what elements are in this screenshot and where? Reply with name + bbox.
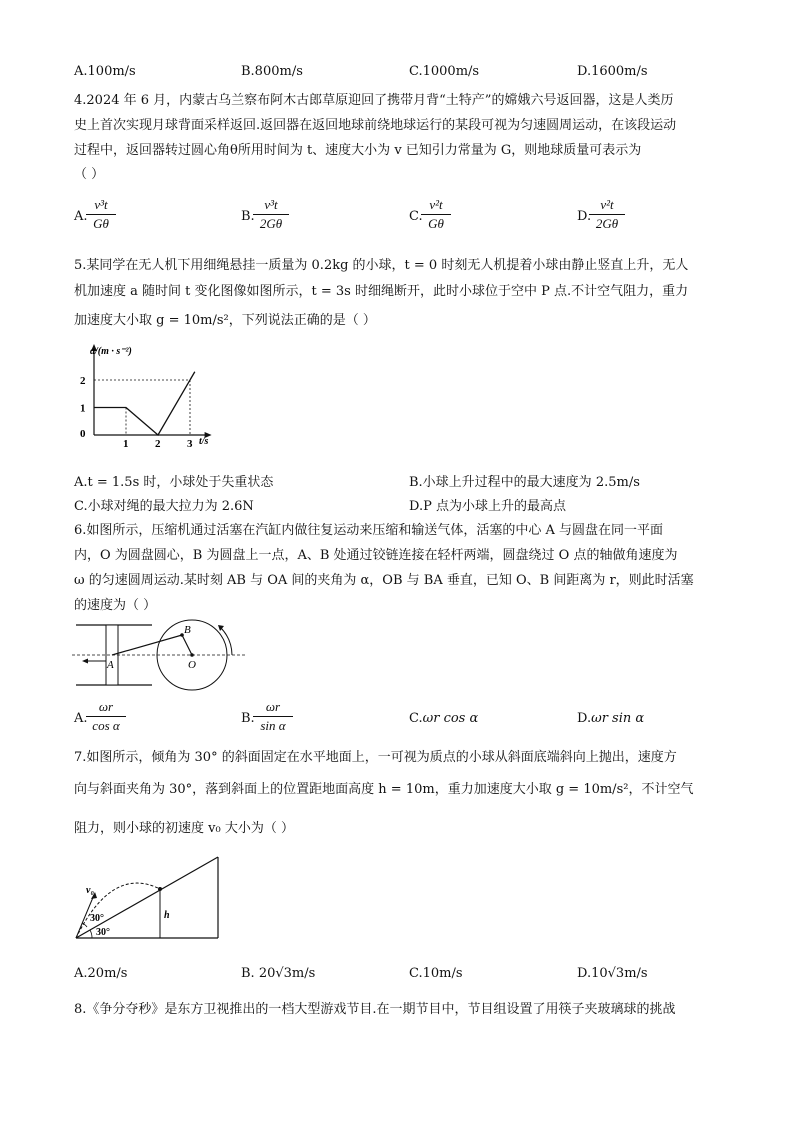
q6-option-c-label: C. (409, 711, 423, 726)
q4-option-b-denominator: 2Gθ (259, 216, 283, 231)
point-o (190, 653, 194, 657)
q6-line-1: 6.如图所示，压缩机通过活塞在汽缸内做往复运动来压缩和输送气体，活塞的中心 A 与圆盘在同一平面 (74, 523, 664, 538)
q4-line-3: 过程中，返回器转过圆心角θ所用时间为 t、速度大小为 v 已知引力常量为 G，则地球质量可表示为 (74, 143, 642, 158)
q6-option-a-numerator: ωr (98, 699, 114, 714)
label-angle-velocity: 30° (90, 913, 104, 924)
q4-option-a-denominator: Gθ (93, 216, 109, 231)
q5-series-line (94, 380, 190, 435)
label-o: O (188, 659, 196, 671)
q6-line-2: 内，O 为圆盘圆心，B 为圆盘上一点，A、B 处通过铰链连接在轻杆两端，圆盘绕过 O 点的轴做角速度为 (74, 548, 678, 563)
label-angle-incline: 30° (96, 927, 110, 938)
q6-option-b-numerator: ωr (265, 699, 281, 714)
incline-surface (76, 857, 218, 938)
q4-option-d-fraction (589, 197, 625, 232)
q4-option-c-label: C. (409, 209, 423, 224)
q5-series-extension (190, 372, 195, 380)
segment-ob (182, 635, 192, 655)
label-v0: v₀ (86, 885, 94, 896)
label-h: h (164, 910, 170, 921)
q4-option-b-fraction (253, 197, 289, 232)
q7-option-c: C.10m/s (409, 966, 463, 981)
q3-option-b: B.800m/s (241, 64, 303, 79)
q7-option-d: D.10√3m/s (577, 966, 648, 981)
q5-axes (91, 344, 212, 438)
q4-option-b-numerator: v³t (264, 197, 278, 212)
q8-line-1: 8.《争分夺秒》是东方卫视推出的一档大型游戏节目.在一期节目中，节目组设置了用筷子夹玻璃球的挑战 (74, 1002, 676, 1017)
velocity-arrowhead (82, 659, 88, 664)
q6-option-a-label: A. (74, 711, 88, 726)
q7-incline-figure (72, 845, 222, 945)
q4-option-d-denominator: 2Gθ (595, 216, 619, 231)
q4-option-a-numerator: v³t (94, 197, 108, 212)
q7-line-1: 7.如图所示，倾角为 30° 的斜面固定在水平地面上，一可视为质点的小球从斜面底端斜向上抛出，速度方 (74, 750, 677, 765)
q4-option-c-fraction (421, 197, 451, 232)
q3-option-c: C.1000m/s (409, 64, 480, 79)
q7-option-a: A.20m/s (74, 966, 128, 981)
q6-option-d (577, 711, 644, 726)
q4-line-1: 4.2024 年 6 月，内蒙古乌兰察布阿木古郎草原迎回了携带月背“土特产”的嫦娥六号返回器，这是人类历 (74, 93, 674, 108)
q4-option-a-label: A. (74, 209, 88, 224)
q6-line-4: 的速度为（ ） (74, 598, 157, 613)
q4-option-d-numerator: v²t (600, 197, 614, 212)
q5-series (94, 372, 195, 435)
q3-option-d: D.1600m/s (577, 64, 648, 79)
q4-line-4: （ ） (74, 167, 105, 182)
q5-tick-labels (80, 375, 193, 450)
q6-option-b-fraction (253, 699, 293, 734)
label-a: A (107, 659, 114, 671)
q7-line-3: 阻力，则小球的初速度 v₀ 大小为（ ） (74, 821, 294, 836)
q5-option-c: C.小球对绳的最大拉力为 2.6N (74, 499, 254, 514)
q5-x-tick-label-1: 1 (123, 438, 129, 450)
q4-option-b-label: B. (241, 209, 255, 224)
q6-option-a-denominator: cos α (92, 718, 120, 733)
q4-line-2: 史上首次实现月球背面采样返回.返回器在返回地球前绕地球运行的某段可视为匀速圆周运动，在该段运动 (74, 118, 677, 133)
q5-y-tick-label-2: 2 (80, 375, 86, 387)
q3-option-a: A.100m/s (74, 64, 136, 79)
q5-line-1: 5.某同学在无人机下用细绳悬挂一质量为 0.2kg 的小球，t = 0 时刻无人机提着小球由静止竖直上升，无人 (74, 258, 689, 273)
q5-line-2: 机加速度 a 随时间 t 变化图像如图所示，t = 3s 时细绳断开，此时小球位于空中 P 点.不计空气阻力，重力 (74, 284, 689, 299)
angle-arc-incline (90, 930, 92, 938)
q7-line-2: 向与斜面夹角为 30°，落到斜面上的位置距地面高度 h = 10m，重力加速度大小取 g = 10m/s²，不计空气 (74, 782, 694, 797)
q5-option-d: D.P 点为小球上升的最高点 (409, 499, 566, 514)
q4-option-c-denominator: Gθ (428, 216, 444, 231)
q6-option-b-denominator: sin α (260, 718, 286, 733)
q5-y-axis-label: a/(m · s⁻²) (90, 346, 132, 357)
q6-line-3: ω 的匀速圆周运动.某时刻 AB 与 OA 间的夹角为 α，OB 与 BA 垂直，已知 O、B 间距离为 r，则此时活塞 (74, 573, 694, 588)
q5-x-axis-label: t/s (199, 436, 209, 447)
rod-ab (112, 635, 182, 655)
q5-x-tick-label-2: 2 (155, 438, 161, 450)
q4-option-c-numerator: v²t (429, 197, 443, 212)
angle-arc-velocity (82, 923, 87, 927)
q6-option-d-text: ωr sin α (591, 711, 645, 726)
q5-option-a: A.t = 1.5s 时，小球处于失重状态 (74, 475, 274, 490)
q6-option-c (409, 711, 478, 726)
q6-compressor-figure (72, 615, 247, 695)
q5-x-tick-label-0: 0 (80, 428, 86, 440)
label-b: B (184, 624, 191, 636)
q6-option-b-label: B. (241, 711, 255, 726)
q4-option-a-fraction (86, 197, 116, 232)
q4-option-d-label: D. (577, 209, 592, 224)
q5-acceleration-time-graph (72, 340, 232, 455)
q5-x-tick-label-3: 3 (187, 438, 193, 450)
q6-option-c-text: ωr cos α (422, 711, 479, 726)
rotation-arrow (220, 627, 232, 655)
q5-option-b: B.小球上升过程中的最大速度为 2.5m/s (409, 475, 640, 490)
q7-option-b: B. 20√3m/s (241, 966, 316, 981)
q6-option-a-fraction (86, 699, 126, 734)
q5-line-3: 加速度大小取 g = 10m/s²，下列说法正确的是（ ） (74, 313, 376, 328)
q5-y-tick-label-1: 1 (80, 402, 86, 415)
q6-option-d-label: D. (577, 711, 592, 726)
